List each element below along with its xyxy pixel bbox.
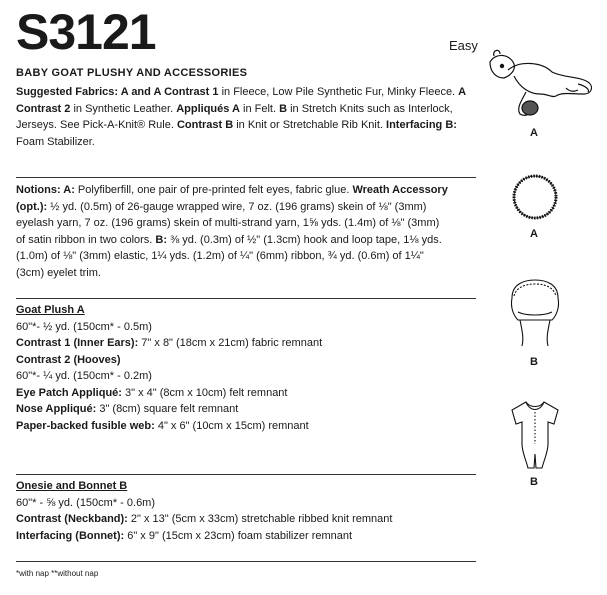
bold-text: Contrast 2 (Hooves) (16, 353, 121, 366)
text-line (16, 248, 476, 265)
bold-text: (opt.): (16, 200, 48, 213)
pattern-number: S3121 (16, 4, 156, 60)
text: 60"*- ¼ yd. (150cm* - 0.2m) (16, 370, 152, 382)
bold-text: A (458, 86, 467, 98)
text: (3cm) eyelet trim. (16, 266, 101, 279)
text-line (16, 368, 476, 385)
divider (16, 561, 476, 562)
text: 60"* - ⅝ yd. (150cm* - 0.6m) (16, 496, 156, 509)
bold-text: B (279, 102, 288, 115)
text-line (16, 101, 476, 118)
onesie-section (16, 478, 476, 544)
text-line (16, 215, 476, 232)
bold-text: Contrast 1 (Inner Ears): (16, 337, 139, 349)
text-line (16, 352, 476, 369)
bold-text: Nose Appliqué: (16, 403, 97, 415)
text: in Synthetic Leather. (70, 102, 177, 115)
bold-text: Appliqués A (176, 102, 240, 115)
divider (16, 298, 476, 299)
wreath-illustration (510, 172, 560, 222)
section-heading: Onesie and Bonnet B (16, 480, 128, 492)
text: Foam Stabilizer. (16, 135, 95, 148)
fabrics-text (16, 84, 476, 150)
footnote: *with nap **without nap (16, 569, 99, 578)
text: 3" (8cm) square felt remnant (96, 403, 239, 415)
text: ⅜ yd. (0.3m) of ½" (1.3cm) hook and loop tape, 1⅛ yds. (167, 233, 442, 246)
bold-text: Suggested Fabrics: A and A Contrast 1 (16, 86, 219, 98)
goat-plush-illustration (486, 48, 598, 120)
text-line (16, 232, 476, 249)
illustration-label: B (530, 356, 538, 368)
difficulty-label: Easy (449, 38, 478, 53)
bold-text: Contrast 2 (16, 102, 71, 115)
divider (16, 474, 476, 475)
text: 4" x 6" (10cm x 15cm) remnant (154, 419, 309, 432)
divider (16, 177, 476, 178)
text: Polyfiberfill, one pair of pre-printed felt eyes, fabric glue. (74, 184, 353, 196)
illustration-label: A (530, 127, 538, 139)
goat-plush-yardage (16, 319, 476, 435)
text-line (16, 385, 476, 402)
illustration-label: A (530, 228, 538, 240)
text-line (16, 134, 476, 151)
bold-text: Contrast (Neckband): (16, 513, 128, 525)
text-line (16, 418, 476, 435)
text-line (16, 117, 476, 134)
text-line (16, 335, 476, 352)
text: 3" x 4" (8cm x 10cm) felt remnant (121, 386, 288, 399)
bold-text: Wreath Accessory (352, 184, 448, 196)
bold-text: Notions: A: (16, 184, 75, 196)
text: 6" x 9" (15cm x 23cm) foam stabilizer remnant (124, 529, 353, 542)
bold-text: Interfacing B: (386, 119, 457, 131)
text-line (16, 199, 476, 216)
bold-text: B: (155, 233, 168, 246)
illustration-label: B (530, 476, 538, 488)
pattern-title: BABY GOAT PLUSHY AND ACCESSORIES (16, 67, 248, 79)
text: eyelash yarn, 7 oz. (196 grams) skein of multi-strand yarn, 1⅝ yds. (1.4m) of ⅛" (3mm) (16, 217, 440, 229)
text-line (16, 265, 476, 282)
text: Jerseys. See Pick-A-Knit® Rule. (16, 119, 177, 131)
bold-text: Interfacing (Bonnet): (16, 529, 125, 542)
text: (1.0m) of ⅛" (3mm) elastic, 1¼ yds. (1.2m) of ¼" (6mm) ribbon, ¾ yd. (0.6m) of 1¼" (16, 250, 424, 262)
text-line (16, 511, 476, 528)
text: in Fleece, Low Pile Synthetic Fur, Minky Fleece. (218, 86, 459, 98)
text: in Knit or Stretchable Rib Knit. (233, 119, 387, 131)
text-line (16, 528, 476, 545)
bold-text: Paper-backed fusible web: (16, 419, 155, 432)
text-line (16, 84, 476, 101)
bold-text: Eye Patch Appliqué: (16, 386, 122, 399)
section-heading: Goat Plush A (16, 304, 85, 316)
bonnet-illustration (506, 278, 564, 348)
notions-text (16, 182, 476, 281)
text: ½ yd. (0.5m) of 26-gauge wrapped wire, 7 oz. (196 grams) skein of ⅛" (3mm) (47, 200, 427, 213)
text: of satin ribbon in two colors. (16, 233, 156, 246)
onesie-illustration (506, 398, 564, 472)
text: in Stretch Knits such as Interlock, (287, 102, 453, 115)
goat-plush-section (16, 302, 476, 434)
text-line (16, 319, 476, 336)
text-line (16, 182, 476, 199)
bold-text: Contrast B (176, 119, 234, 131)
onesie-yardage (16, 495, 476, 545)
text: 60"*- ½ yd. (150cm* - 0.5m) (16, 320, 152, 333)
text-line (16, 401, 476, 418)
text-line (16, 495, 476, 512)
text: 7" x 8" (18cm x 21cm) fabric remnant (138, 337, 323, 349)
text: 2" x 13" (5cm x 33cm) stretchable ribbed knit remnant (127, 513, 393, 525)
text: in Felt. (239, 102, 280, 115)
